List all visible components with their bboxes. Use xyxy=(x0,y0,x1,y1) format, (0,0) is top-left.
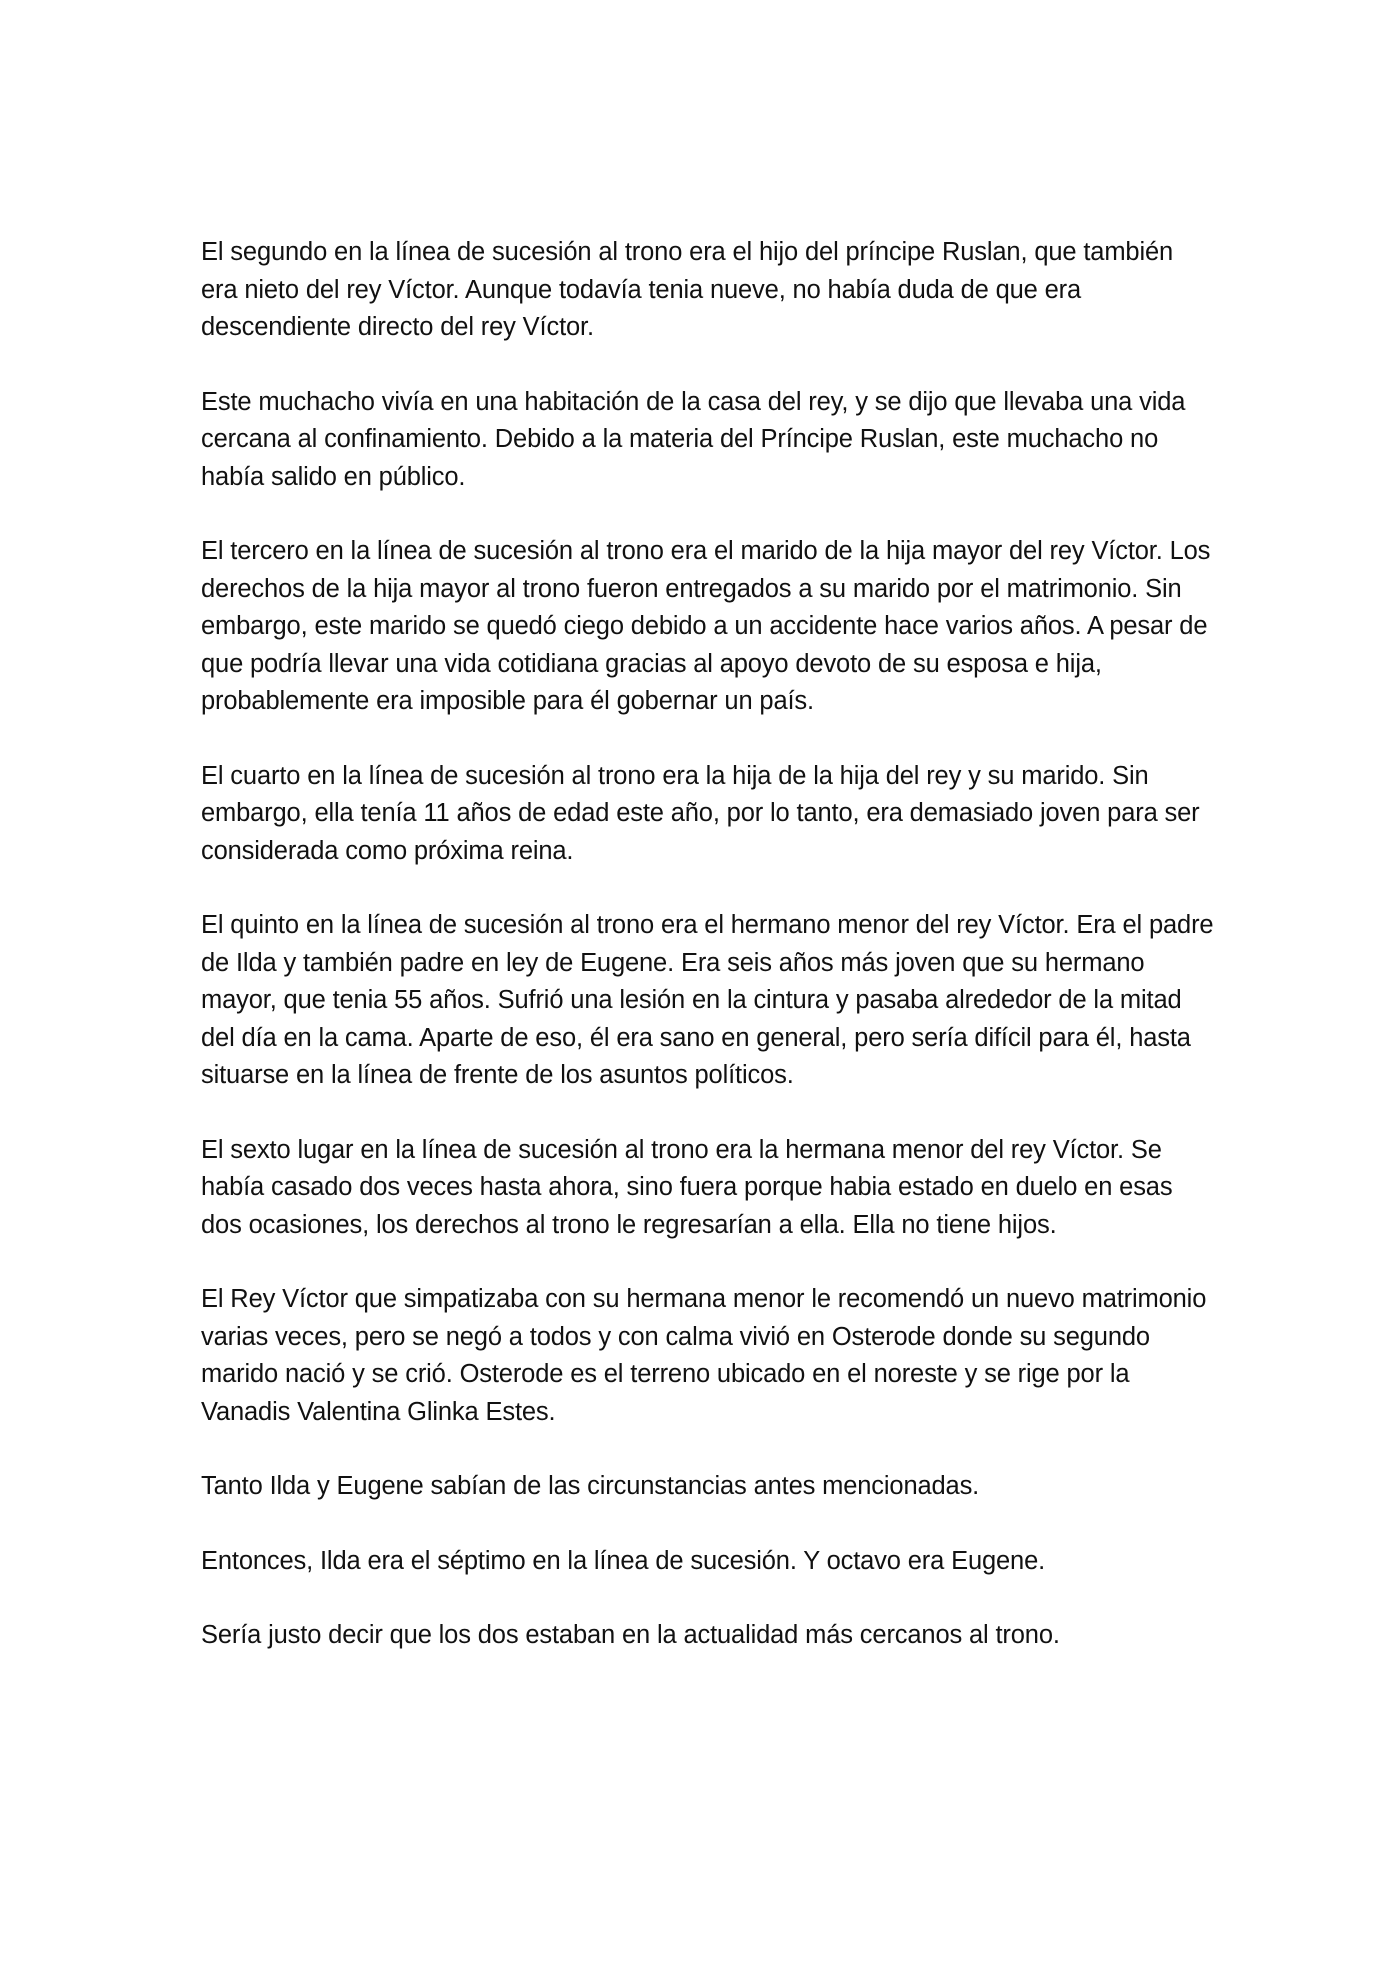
paragraph-3: El tercero en la línea de sucesión al trono era el marido de la hija mayor del rey Víctor. Los derechos de la hija mayor al trono fueron entregados a su marido por el matrimonio. Sin embargo, este marido se quedó ciego debido a un accidente hace varios años. A pesar de que podría llevar una vida cotidiana gracias al apoyo devoto de su esposa e hija, probablemente era imposible para él gobernar un país. xyxy=(201,537,1211,715)
paragraph-1: El segundo en la línea de sucesión al trono era el hijo del príncipe Ruslan, que también era nieto del rey Víctor. Aunque todavía tenia nueve, no había duda de que era descendiente directo del rey Víctor. xyxy=(201,238,1174,341)
paragraph-10: Sería justo decir que los dos estaban en la actualidad más cercanos al trono. xyxy=(201,1621,1060,1649)
paragraph-5: El quinto en la línea de sucesión al trono era el hermano menor del rey Víctor. Era el padre de Ilda y también padre en ley de Eugene. Era seis años más joven que su hermano mayor, que tenia 55 años. Sufrió una lesión en la cintura y pasaba alrededor de la mitad del día en la cama. Aparte de eso, él era sano en general, pero sería difícil para él, hasta situarse en la línea de frente de los asuntos políticos. xyxy=(201,911,1214,1089)
paragraph-6: El sexto lugar en la línea de sucesión al trono era la hermana menor del rey Víctor. Se había casado dos veces hasta ahora, sino fuera porque habia estado en duelo en esas dos ocasiones, los derechos al trono le regresarían a ella. Ella no tiene hijos. xyxy=(201,1135,1173,1239)
paragraph-8: Tanto Ilda y Eugene sabían de las circunstancias antes mencionadas. xyxy=(201,1472,980,1500)
paragraph-2: Este muchacho vivía en una habitación de la casa del rey, y se dijo que llevaba una vida cercana al confinamiento. Debido a la materia del Príncipe Ruslan, este muchacho no había salido en público. xyxy=(201,387,1186,491)
paragraph-9: Entonces, Ilda era el séptimo en la línea de sucesión. Y octavo era Eugene. xyxy=(201,1546,1046,1575)
paragraph-7: El Rey Víctor que simpatizaba con su hermana menor le recomendó un nuevo matrimonio varias veces, pero se negó a todos y con calma vivió en Osterode donde su segundo marido nació y se crió. Osterode es el terreno ubicado en el noreste y se rige por la Vanadis Valentina Glinka Estes. xyxy=(201,1285,1207,1426)
paragraph-4: El cuarto en la línea de sucesión al trono era la hija de la hija del rey y su marido. Sin embargo, ella tenía 11 años de edad este año, por lo tanto, era demasiado joven para ser considerada como próxima reina. xyxy=(201,761,1200,865)
document-body xyxy=(201,234,1216,1692)
